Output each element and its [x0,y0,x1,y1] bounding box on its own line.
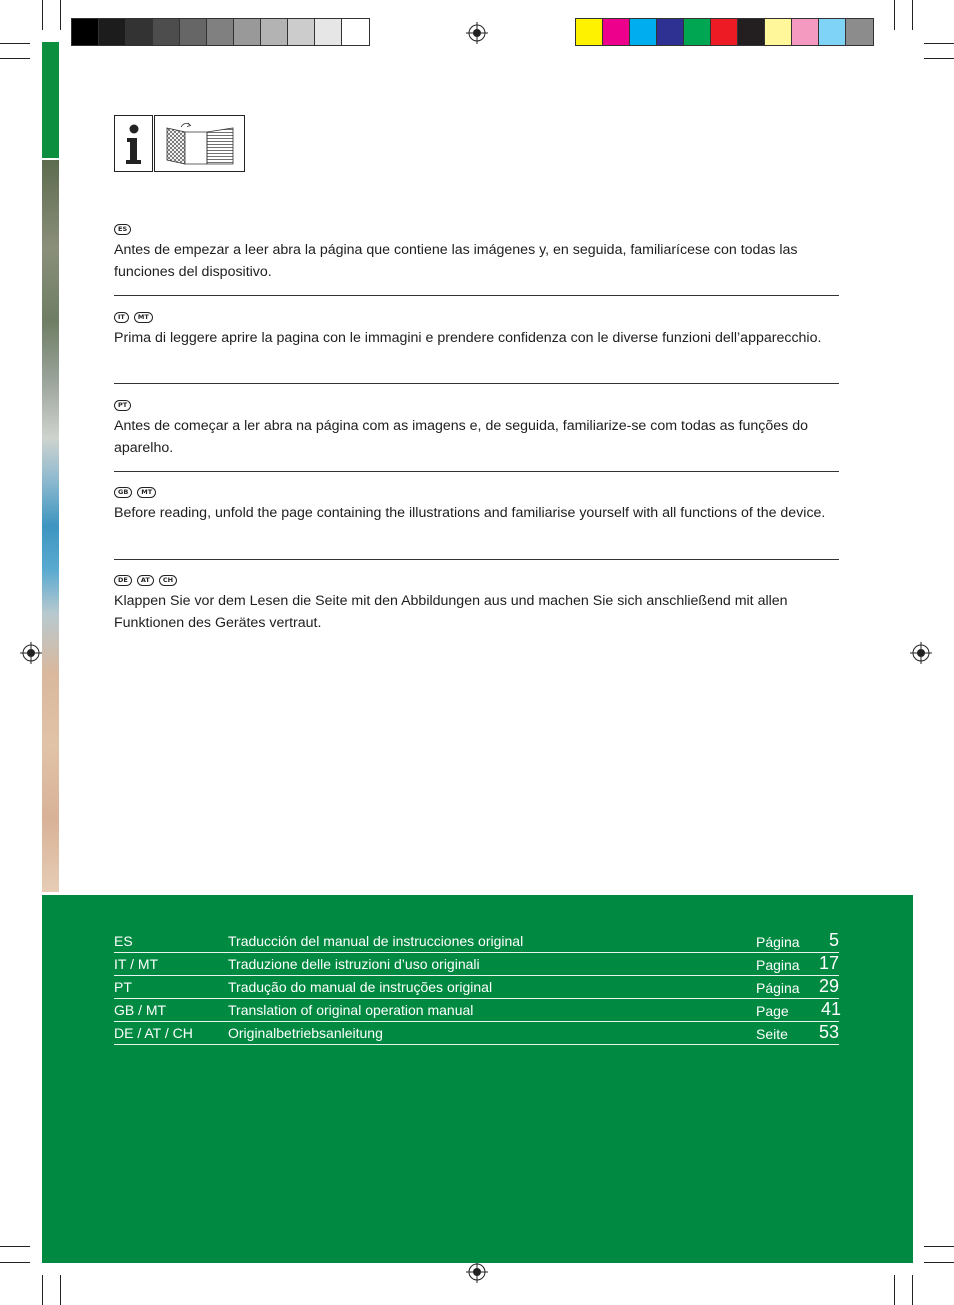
info-icon [115,116,152,171]
crop-mark [912,0,913,30]
spine-green-strip [42,42,59,158]
toc-page-word: Seite [756,1026,788,1042]
color-swatch [207,19,234,45]
section-it-mt [114,312,839,349]
language-badge: CH [159,575,177,586]
crop-mark [894,1275,895,1305]
toc-page-number: 41 [820,999,841,1019]
language-badge: MT [134,312,153,323]
section-divider [114,471,839,472]
crop-mark [912,1275,913,1305]
crop-mark [60,0,61,30]
crop-mark [924,58,954,59]
toc-language-code: GB / MT [114,1002,167,1018]
registration-mark-icon [910,642,932,664]
toc-page-word: Página [756,934,800,950]
language-flags [114,224,839,235]
fold-out-page-icon [155,116,244,171]
toc-title: Tradução do manual de instruções original [228,979,493,995]
instruction-text: Antes de começar a ler abra na página com as imagens e, de seguida, familiarize-se com todas as funções do aparelho. [114,418,808,456]
language-flags [114,312,839,323]
toc-title: Traducción del manual de instrucciones original [228,933,524,949]
toc-row-es[interactable] [114,930,839,953]
color-swatch [846,19,873,45]
toc-title: Translation of original operation manual [228,1002,474,1018]
toc-title: Traduzione delle istruzioni d’uso originali [228,956,480,972]
crop-mark [924,1246,954,1247]
color-swatch [657,19,684,45]
color-swatch [315,19,342,45]
toc-language-code: IT / MT [114,956,159,972]
color-swatch [99,19,126,45]
crop-mark [894,0,895,30]
color-swatch [576,19,603,45]
color-swatch [711,19,738,45]
color-swatch [738,19,765,45]
instruction-text: Antes de empezar a leer abra la página que contiene las imágenes y, en seguida, familiarícese con todas las funciones del dispositivo. [114,242,798,280]
language-flags [114,400,839,411]
toc-row-de-at-ch[interactable] [114,1022,839,1045]
language-flags [114,575,839,586]
fold-out-icon-box [154,115,245,172]
crop-mark [924,43,954,44]
color-swatch [684,19,711,45]
color-swatch [765,19,792,45]
color-swatch [72,19,99,45]
color-swatch [792,19,819,45]
info-icon-box [114,115,153,172]
color-swatch [234,19,261,45]
color-swatch [180,19,207,45]
spine-photo-strip [42,160,59,892]
table-of-contents [114,930,839,1045]
crop-mark [0,1246,30,1247]
color-swatch [819,19,846,45]
language-badge: PT [114,400,131,411]
registration-mark-icon [466,22,488,44]
language-badge: DE [114,575,132,586]
toc-row-gb-mt[interactable] [114,999,839,1022]
crop-mark [42,0,43,30]
section-divider [114,559,839,560]
language-badge: ES [114,224,131,235]
toc-page-number: 5 [828,930,839,950]
toc-page-word: Pagina [756,957,800,973]
instruction-text: Prima di leggere aprire la pagina con le immagini e prendere confidenza con le diverse funzioni dell’apparecchio. [114,330,822,346]
color-swatch [126,19,153,45]
color-swatch [630,19,657,45]
toc-language-code: DE / AT / CH [114,1025,193,1041]
toc-page-number: 29 [818,976,839,996]
grayscale-color-bar [71,18,370,46]
registration-mark-icon [466,1261,488,1283]
toc-page-number: 17 [818,953,839,973]
language-badge: AT [137,575,154,586]
registration-mark-icon [20,642,42,664]
language-badge: GB [114,487,132,498]
section-divider [114,295,839,296]
color-swatch [153,19,180,45]
crop-mark [0,58,30,59]
crop-mark [0,1262,30,1263]
language-badge: MT [137,487,156,498]
crop-mark [924,1262,954,1263]
language-badge: IT [114,312,129,323]
process-color-bar [575,18,874,46]
toc-language-code: PT [114,979,132,995]
crop-mark [0,43,30,44]
crop-mark [60,1275,61,1305]
toc-title: Originalbetriebsanleitung [228,1025,383,1041]
section-gb-mt [114,487,839,524]
color-swatch [288,19,315,45]
toc-page-number: 53 [818,1022,839,1042]
section-es [114,224,839,283]
crop-mark [42,1275,43,1305]
section-pt [114,400,839,459]
toc-page-word: Page [756,1003,789,1019]
color-swatch [603,19,630,45]
toc-row-it-mt[interactable] [114,953,839,976]
toc-language-code: ES [114,933,133,949]
color-swatch [342,19,369,45]
section-divider [114,383,839,384]
toc-page-word: Página [756,980,800,996]
instruction-text: Before reading, unfold the page containing the illustrations and familiarise yourself with all functions of the device. [114,505,826,521]
instruction-text: Klappen Sie vor dem Lesen die Seite mit den Abbildungen aus und machen Sie sich anschließend mit allen Funktionen des Gerätes vertraut. [114,593,788,631]
section-de-at-ch [114,575,839,634]
toc-row-pt[interactable] [114,976,839,999]
language-flags [114,487,839,498]
color-swatch [261,19,288,45]
